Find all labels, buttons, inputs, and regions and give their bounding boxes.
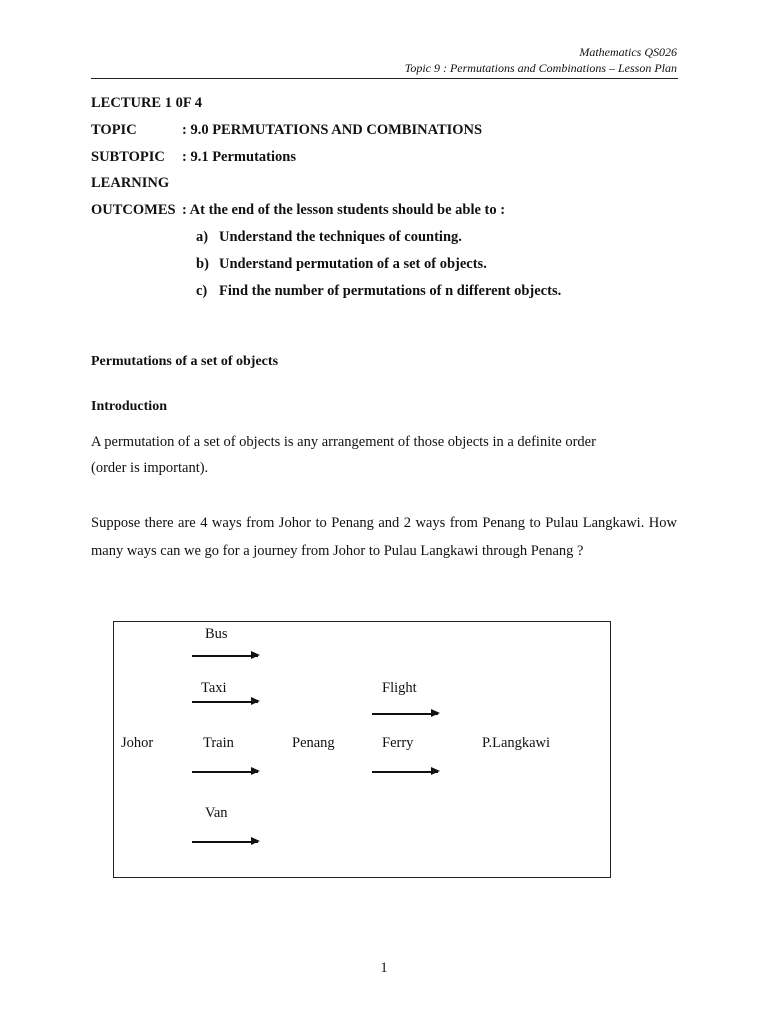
outcome-marker: a) [196, 229, 209, 245]
paragraph-question: Suppose there are 4 ways from Johor to Penang and 2 ways from Penang to Pulau Langkawi. How many ways can we go for a journey from Johor to Pulau Langkawi through Penang ? [91, 515, 677, 559]
route-label-flight: Flight [382, 680, 417, 696]
route-label-ferry: Ferry [382, 735, 414, 751]
outcomes-intro: : At the end of the lesson students should be able to : [182, 202, 506, 218]
outcome-marker: c) [196, 283, 208, 299]
section-heading: Permutations of a set of objects [91, 354, 279, 369]
paragraph-definition: A permutation of a set of objects is any arrangement of those objects in a definite order (order is important). [91, 434, 596, 476]
topic-value: : 9.0 PERMUTATIONS AND COMBINATIONS [182, 122, 483, 138]
place-middle: Penang [292, 735, 335, 751]
topic-label: TOPIC [91, 122, 137, 138]
outcome-text: Understand permutation of a set of objects. [219, 256, 487, 272]
header-rule [91, 78, 678, 79]
arrow-icon [372, 771, 438, 773]
route-label-train: Train [203, 735, 234, 751]
learning-label: LEARNING [91, 175, 170, 191]
place-destination: P.Langkawi [482, 735, 551, 751]
page-number: 1 [380, 960, 388, 976]
arrow-icon [372, 713, 438, 715]
arrow-icon [192, 841, 258, 843]
lecture-label: LECTURE 1 0F 4 [91, 95, 203, 111]
place-origin: Johor [121, 735, 154, 751]
subsection-heading: Introduction [91, 399, 167, 414]
outcome-text: Understand the techniques of counting. [219, 229, 462, 245]
route-label-bus: Bus [205, 626, 228, 642]
arrow-icon [192, 701, 258, 703]
arrow-icon [192, 655, 258, 657]
route-label-van: Van [205, 805, 228, 821]
subtopic-value: : 9.1 Permutations [182, 149, 296, 165]
header-topic-line: Topic 9 : Permutations and Combinations – Lesson Plan [404, 61, 677, 75]
outcome-marker: b) [196, 256, 209, 272]
route-label-taxi: Taxi [201, 680, 227, 696]
outcome-text: Find the number of permutations of n different objects. [219, 283, 562, 299]
header-course: Mathematics QS026 [579, 45, 677, 59]
arrow-icon [192, 771, 258, 773]
outcomes-label: OUTCOMES [91, 202, 176, 218]
subtopic-label: SUBTOPIC [91, 149, 165, 165]
